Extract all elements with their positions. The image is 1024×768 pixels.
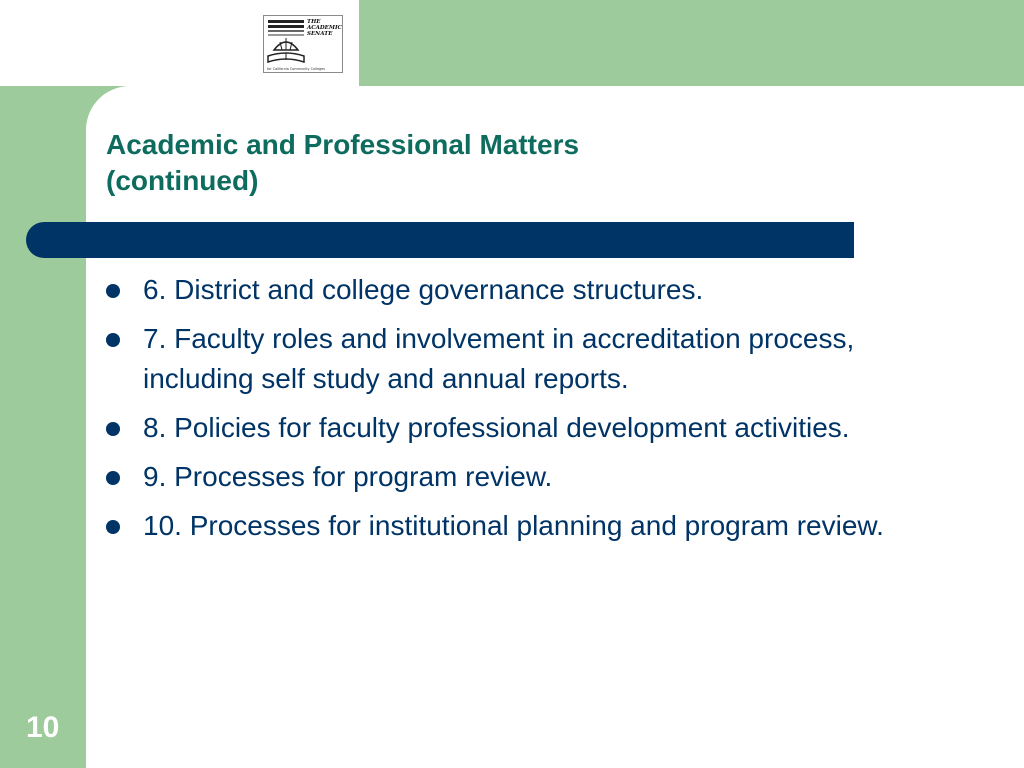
logo-line-3: SENATE (307, 31, 333, 37)
bullet-dot-icon (106, 333, 120, 347)
bullet-text: 7. Faculty roles and involvement in accreditation process, including self study and annual reports. (143, 323, 855, 394)
bullet-item (100, 319, 960, 399)
logo-area (0, 0, 359, 86)
logo-line-1: THE (307, 19, 321, 25)
bullet-item (100, 457, 960, 497)
bullet-list (100, 270, 960, 555)
logo-line-2: ACADEMIC (307, 25, 342, 31)
slide-title-line-2: (continued) (106, 165, 259, 196)
academic-senate-logo (263, 15, 343, 73)
bullet-item (100, 506, 960, 546)
bullet-dot-icon (106, 284, 120, 298)
bullet-dot-icon (106, 422, 120, 436)
bullet-dot-icon (106, 471, 120, 485)
bullet-text: 10. Processes for institutional planning and program review. (143, 510, 884, 541)
bullet-dot-icon (106, 520, 120, 534)
slide-title (106, 127, 579, 199)
bullet-item (100, 408, 960, 448)
academic-senate-logo-icon (264, 16, 342, 72)
bullet-text: 6. District and college governance structures. (143, 274, 704, 305)
title-divider-bar (26, 222, 854, 258)
bullet-item (100, 270, 960, 310)
slide-number: 10 (26, 711, 60, 744)
logo-caption: for California Community Colleges (267, 67, 326, 71)
slide-title-line-1: Academic and Professional Matters (106, 129, 580, 160)
bullet-text: 9. Processes for program review. (143, 461, 553, 492)
bullet-text: 8. Policies for faculty professional development activities. (143, 412, 850, 443)
